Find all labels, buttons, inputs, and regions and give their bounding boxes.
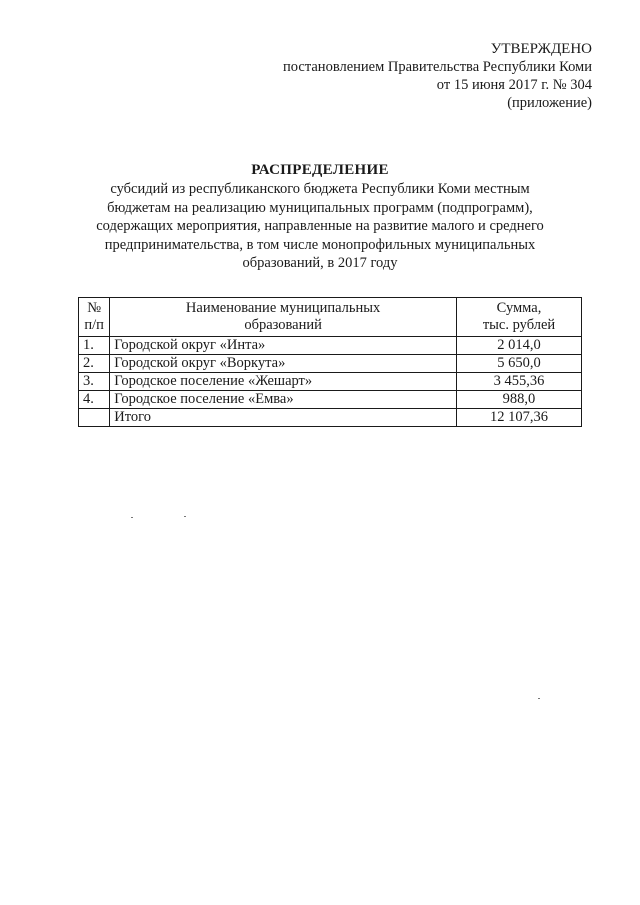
row-number: 2. [79,355,110,373]
table-row [79,391,582,409]
approval-issuer: постановлением Правительства Республики Коми [283,59,592,75]
row-amount: 3 455,36 [456,373,581,391]
row-amount: 988,0 [456,391,581,409]
approval-date-number: от 15 июня 2017 г. № 304 [436,77,592,93]
header-amount-line: тыс. рублей [482,317,556,333]
subtitle-line: образований, в 2017 году [242,255,398,271]
header-municipality [110,298,457,337]
row-amount: 5 650,0 [456,355,581,373]
document-title: РАСПРЕДЕЛЕНИЕ [251,162,389,178]
approval-appendix-note: (приложение) [507,95,592,111]
subtitle-line: субсидий из республиканского бюджета Республики Коми местным [110,181,530,197]
subtitle-line: предпринимательства, в том числе монопрофильных муниципальных [104,236,536,253]
header-municipality-line: Наименование муниципальных [185,300,381,316]
row-municipality: Городское поселение «Жешарт» [110,373,457,391]
scan-speck [538,698,540,699]
scan-speck [184,516,186,517]
row-number: 1. [79,337,110,355]
table-row [79,337,582,355]
header-number-line: п/п [84,317,104,333]
total-label: Итого [110,409,457,427]
table-row [79,355,582,373]
table-header-row [79,298,582,337]
total-amount: 12 107,36 [456,409,581,427]
header-amount [456,298,581,337]
total-number [79,409,110,427]
document-title-block [90,160,550,273]
row-number: 4. [79,391,110,409]
row-municipality: Городской округ «Инта» [110,337,457,355]
header-number-line: № [87,300,102,316]
row-municipality: Городское поселение «Емва» [110,391,457,409]
approval-stamp [283,40,592,112]
header-amount-line: Сумма, [496,300,542,316]
header-municipality-line: образований [244,317,322,333]
approval-heading: УТВЕРЖДЕНО [490,41,592,57]
subsidy-table [78,297,582,427]
row-municipality: Городской округ «Воркута» [110,355,457,373]
table-total-row [79,409,582,427]
row-number: 3. [79,373,110,391]
subtitle-line: содержащих мероприятия, направленные на развитие малого и среднего [96,218,544,234]
row-amount: 2 014,0 [456,337,581,355]
scan-speck [131,517,133,518]
subtitle-line: бюджетам на реализацию муниципальных программ (подпрограмм), [107,199,533,216]
document-subtitle [90,180,550,273]
table-row [79,373,582,391]
header-number [79,298,110,337]
